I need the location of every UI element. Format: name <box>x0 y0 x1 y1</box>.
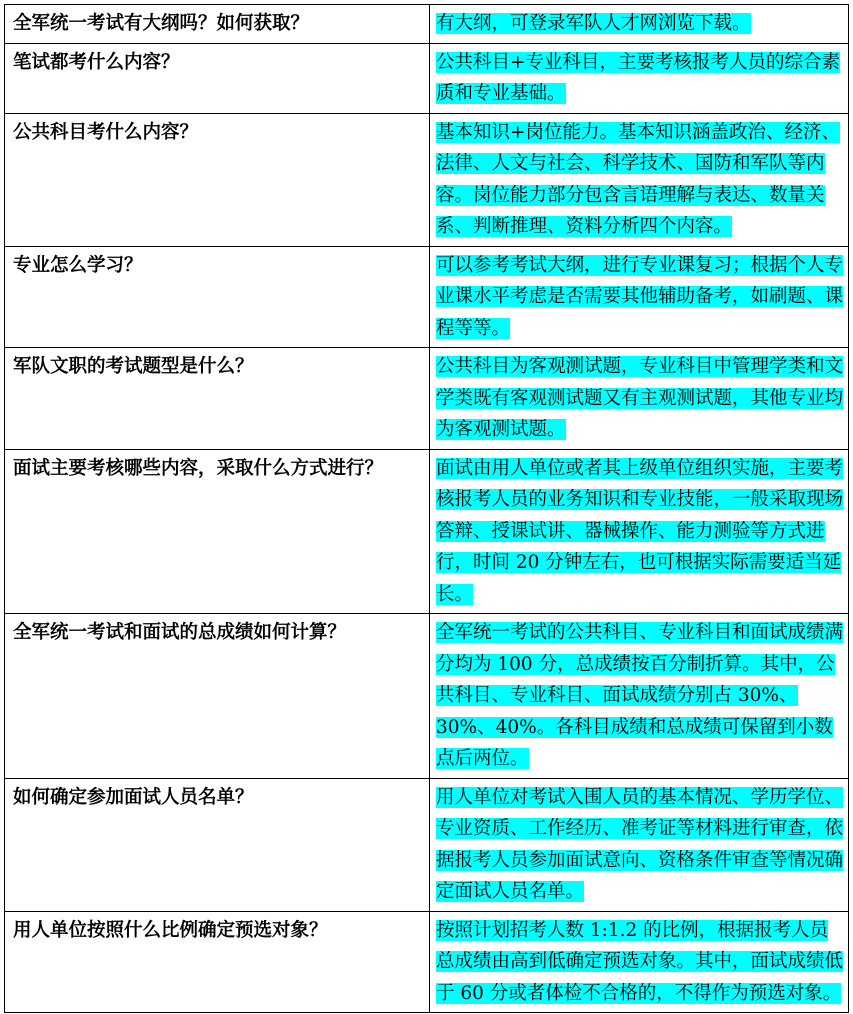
answer-cell <box>430 5 849 44</box>
answer-cell <box>430 246 849 348</box>
table-row <box>5 348 849 450</box>
table-row <box>5 246 849 348</box>
answer-text: 可以参考考试大纲，进行专业课复习；根据个人专业课水平考虑是否需要其他辅助备考，如刷题、课程等等。 <box>436 254 844 339</box>
answer-cell <box>430 449 849 614</box>
answer-text: 面试由用人单位或者其上级单位组织实施，主要考核报考人员的业务知识和专业技能，一般采取现场答辩、授课试讲、器械操作、能力测验等方式进行，时间 20 分钟左右，也可根据实际需要适当延长。 <box>436 457 844 605</box>
question-cell: 军队文职的考试题型是什么？ <box>5 348 430 450</box>
table-row <box>5 43 849 113</box>
answer-text: 按照计划招考人数 1:1.2 的比例，根据报考人员总成绩由高到低确定预选对象。其中，面试成绩低于 60 分或者体检不合格的，不得作为预选对象。 <box>436 919 844 1004</box>
table-row <box>5 449 849 614</box>
answer-cell <box>430 348 849 450</box>
answer-cell <box>430 113 849 246</box>
answer-cell <box>430 614 849 779</box>
question-cell: 如何确定参加面试人员名单？ <box>5 778 430 911</box>
answer-text: 公共科目+专业科目，主要考核报考人员的综合素质和专业基础。 <box>436 51 841 104</box>
answer-cell <box>430 43 849 113</box>
question-cell: 面试主要考核哪些内容，采取什么方式进行？ <box>5 449 430 614</box>
faq-table <box>4 4 849 1013</box>
question-cell: 笔试都考什么内容？ <box>5 43 430 113</box>
question-cell: 专业怎么学习？ <box>5 246 430 348</box>
answer-text: 用人单位对考试入围人员的基本情况、学历学位、专业资质、工作经历、准考证等材料进行审查，依据报考人员参加面试意向、资格条件审查等情况确定面试人员名单。 <box>436 786 844 902</box>
table-row <box>5 113 849 246</box>
table-row <box>5 614 849 779</box>
table-row <box>5 778 849 911</box>
question-cell: 全军统一考试和面试的总成绩如何计算？ <box>5 614 430 779</box>
table-row <box>5 911 849 1013</box>
answer-cell <box>430 778 849 911</box>
answer-text: 全军统一考试的公共科目、专业科目和面试成绩满分均为 100 分，总成绩按百分制折算。其中，公共科目、专业科目、面试成绩分别占 30%、30%、40%。各科目成绩和总成绩可保留到小数点后两位。 <box>436 622 844 769</box>
answer-text: 公共科目为客观测试题，专业科目中管理学类和文学类既有客观测试题又有主观测试题，其他专业均为客观测试题。 <box>436 356 844 440</box>
question-cell: 公共科目考什么内容？ <box>5 113 430 246</box>
question-cell: 用人单位按照什么比例确定预选对象？ <box>5 911 430 1013</box>
question-cell: 全军统一考试有大纲吗？如何获取？ <box>5 5 430 44</box>
answer-text: 基本知识+岗位能力。基本知识涵盖政治、经济、法律、人文与社会、科学技术、国防和军队等内容。岗位能力部分包含言语理解与表达、数量关系、判断推理、资料分析四个内容。 <box>436 121 841 237</box>
table-row <box>5 5 849 44</box>
answer-cell <box>430 911 849 1013</box>
answer-text: 有大纲，可登录军队人才网浏览下载。 <box>436 13 751 34</box>
